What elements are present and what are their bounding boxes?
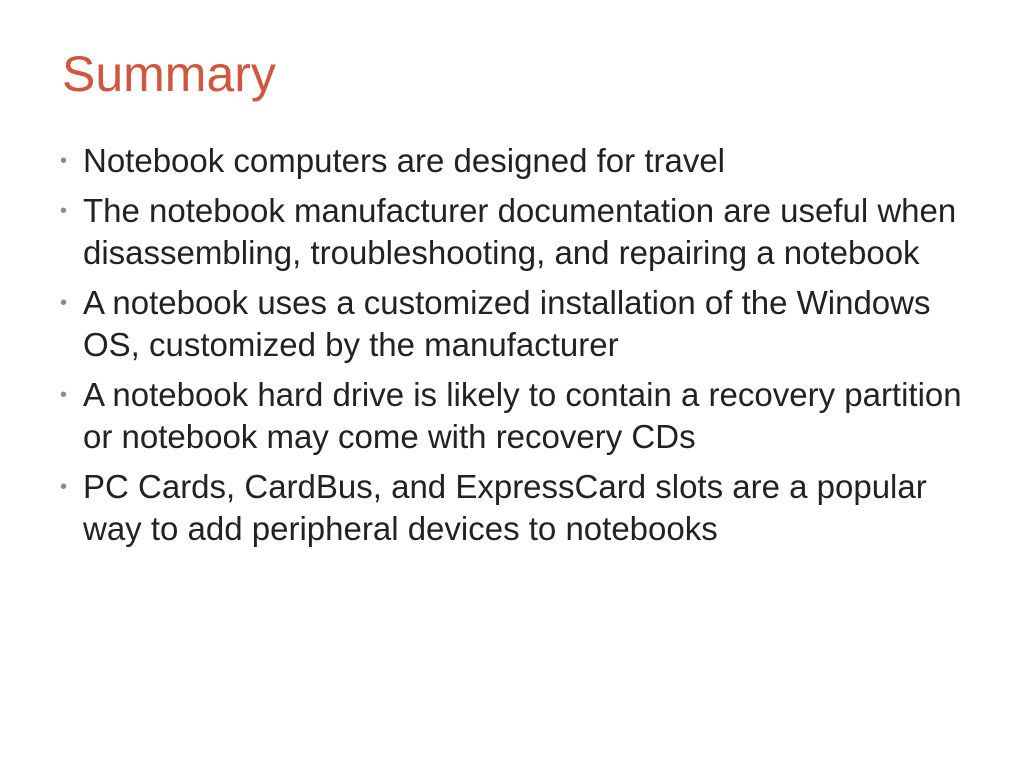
bullet-icon: • xyxy=(60,200,68,222)
bullet-list xyxy=(60,140,980,558)
bullet-icon: • xyxy=(60,476,68,498)
bullet-item xyxy=(60,466,980,550)
slide-title: Summary xyxy=(62,46,276,102)
bullet-icon: • xyxy=(60,384,68,406)
bullet-item xyxy=(60,374,980,458)
bullet-text: A notebook hard drive is likely to contain a recovery partition or notebook may come with recovery CDs xyxy=(83,376,962,455)
bullet-text: A notebook uses a customized installation of the Windows OS, customized by the manufacturer xyxy=(83,284,931,363)
bullet-text: Notebook computers are designed for travel xyxy=(83,142,726,179)
bullet-item xyxy=(60,140,980,182)
bullet-icon: • xyxy=(60,292,68,314)
bullet-text: PC Cards, CardBus, and ExpressCard slots are a popular way to add peripheral devices to notebooks xyxy=(83,468,927,547)
bullet-item xyxy=(60,282,980,366)
bullet-item xyxy=(60,190,980,274)
bullet-icon: • xyxy=(60,150,68,172)
bullet-text: The notebook manufacturer documentation are useful when disassembling, troubleshooting, and repairing a notebook xyxy=(83,192,957,271)
